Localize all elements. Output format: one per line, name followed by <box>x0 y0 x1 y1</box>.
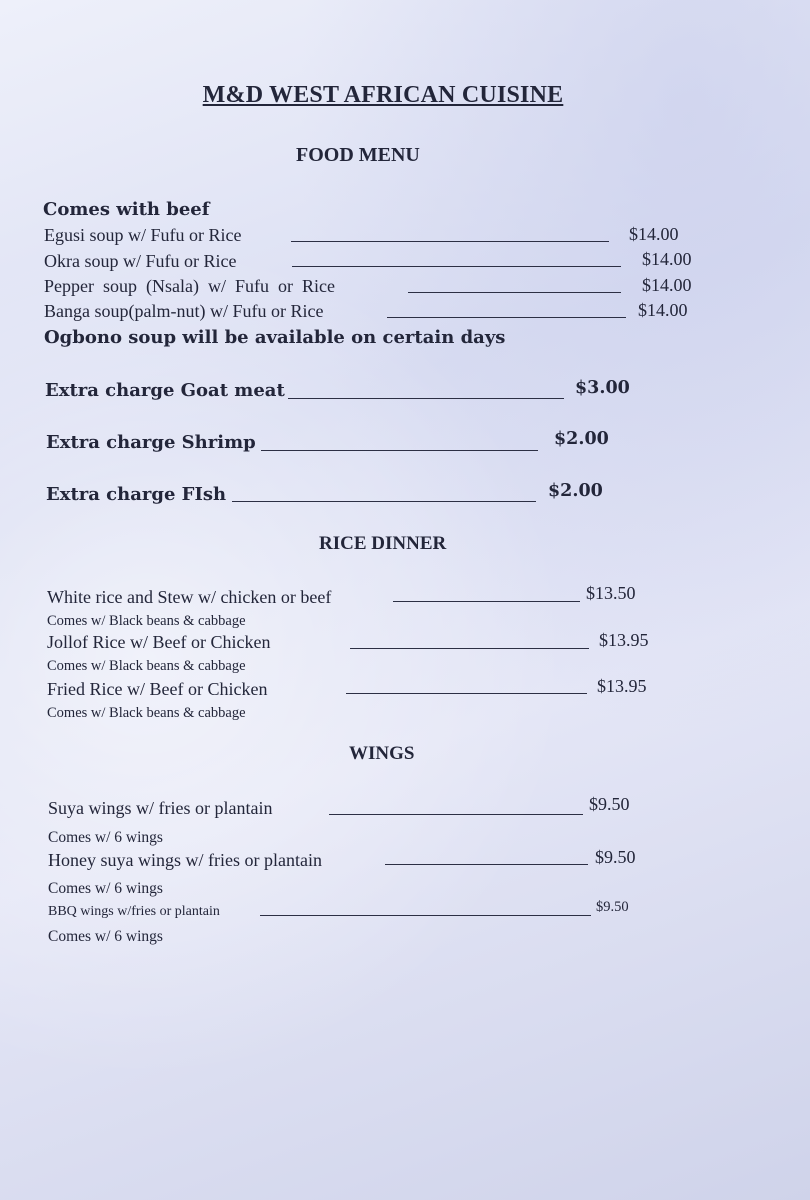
menu-item-honey-suya-wings: Honey suya wings w/ fries or plantain <box>48 850 322 870</box>
menu-item-egusi: Egusi soup w/ Fufu or Rice <box>44 225 242 245</box>
price-fried-rice: $13.95 <box>597 676 647 696</box>
leader-line <box>350 648 589 649</box>
price-suya-wings: $9.50 <box>589 794 630 814</box>
note-suya-wings: Comes w/ 6 wings <box>48 829 163 846</box>
price-white-rice: $13.50 <box>586 583 636 603</box>
note-bbq-wings: Comes w/ 6 wings <box>48 928 163 945</box>
leader-line <box>292 266 621 267</box>
note-fried-rice: Comes w/ Black beans & cabbage <box>47 705 246 721</box>
extra-fish: Extra charge FIsh <box>46 484 227 505</box>
leader-line <box>329 814 583 815</box>
leader-line <box>387 317 626 318</box>
ogbono-notice: Ogbono soup will be available on certain days <box>44 327 506 348</box>
leader-line <box>393 601 580 602</box>
price-goat: $3.00 <box>575 378 630 398</box>
leader-line <box>291 241 609 242</box>
menu-item-bbq-wings: BBQ wings w/fries or plantain <box>48 904 220 919</box>
leader-line <box>261 450 538 451</box>
menu-item-suya-wings: Suya wings w/ fries or plantain <box>48 798 273 818</box>
price-pepper: $14.00 <box>642 275 692 295</box>
price-fish: $2.00 <box>548 481 603 501</box>
menu-item-white-rice: White rice and Stew w/ chicken or beef <box>47 587 332 607</box>
wings-heading: WINGS <box>349 743 415 764</box>
price-jollof: $13.95 <box>599 630 649 650</box>
leader-line <box>385 864 588 865</box>
price-okra: $14.00 <box>642 249 692 269</box>
extra-goat: Extra charge Goat meat <box>45 380 285 401</box>
price-honey-suya-wings: $9.50 <box>595 847 636 867</box>
leader-line <box>232 501 536 502</box>
menu-item-fried-rice: Fried Rice w/ Beef or Chicken <box>47 679 268 699</box>
leader-line <box>346 693 587 694</box>
food-menu-heading: FOOD MENU <box>296 144 420 166</box>
menu-item-pepper: Pepper soup (Nsala) w/ Fufu or Rice <box>44 276 335 296</box>
restaurant-title: M&D WEST AFRICAN CUISINE <box>202 82 564 108</box>
menu-item-jollof: Jollof Rice w/ Beef or Chicken <box>47 632 271 652</box>
leader-line <box>288 398 564 399</box>
note-honey-suya-wings: Comes w/ 6 wings <box>48 880 163 897</box>
rice-dinner-heading: RICE DINNER <box>319 533 447 554</box>
price-egusi: $14.00 <box>629 224 679 244</box>
leader-line <box>408 292 621 293</box>
comes-with-beef: Comes with beef <box>43 199 210 220</box>
menu-item-banga: Banga soup(palm-nut) w/ Fufu or Rice <box>44 301 324 321</box>
note-jollof: Comes w/ Black beans & cabbage <box>47 658 246 674</box>
extra-shrimp: Extra charge Shrimp <box>46 432 256 453</box>
price-shrimp: $2.00 <box>554 429 609 449</box>
note-white-rice: Comes w/ Black beans & cabbage <box>47 613 246 629</box>
price-banga: $14.00 <box>638 300 688 320</box>
price-bbq-wings: $9.50 <box>596 899 629 915</box>
leader-line <box>260 915 591 916</box>
menu-item-okra: Okra soup w/ Fufu or Rice <box>44 251 237 271</box>
